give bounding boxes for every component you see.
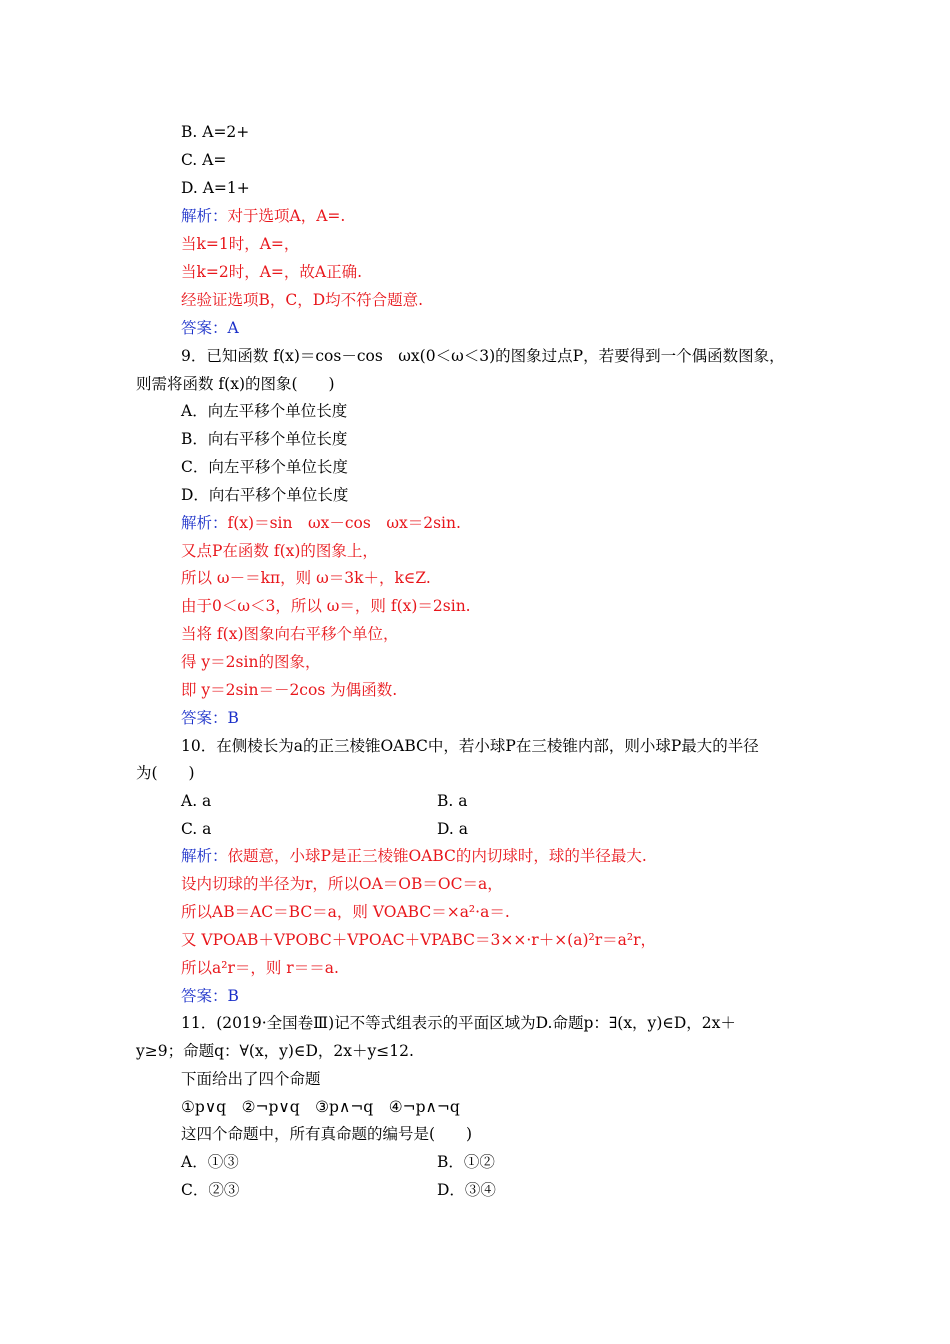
q10-option-d: D. a (437, 820, 468, 838)
q9-solution-line: 即 y＝2sin＝－2cos 为偶函数. (181, 681, 398, 699)
q9-solution-line: 得 y＝2sin的图象， (181, 653, 321, 671)
solution-text: 对于选项A，A=. (227, 207, 346, 225)
q9-option-d: D．向右平移个单位长度 (181, 486, 349, 504)
q11-stem: 11．(2019·全国卷Ⅲ)记不等式组表示的平面区域为D.命题p：∃(x，y)∈D，2x＋ (181, 1014, 736, 1032)
q10-solution-line: 所以a²r＝，则 r＝＝a. (181, 959, 339, 977)
q9-option-a: A．向左平移个单位长度 (181, 402, 348, 420)
q10-stem-continued: 为( ) (136, 764, 195, 782)
q10-answer: 答案：B (181, 987, 239, 1005)
q8-solution-line: 当k=2时，A=，故A正确. (181, 263, 363, 281)
q8-option-c: C. A= (181, 151, 227, 169)
q10-solution-line (181, 846, 647, 866)
solution-text: f(x)＝sin ωx－cos ωx＝2sin. (227, 514, 461, 532)
q8-answer: 答案：A (181, 319, 239, 337)
q9-solution-line: 当将 f(x)图象向右平移个单位， (181, 625, 399, 643)
q9-solution-line: 所以 ω－＝kπ，则 ω＝3k＋，k∈Z. (181, 569, 431, 587)
q9-solution-line: 又点P在函数 f(x)的图象上， (181, 542, 378, 560)
q9-stem-continued: 则需将函数 f(x)的图象( ) (136, 375, 335, 393)
q8-solution-line: 经验证选项B，C，D均不符合题意. (181, 291, 424, 309)
q9-answer: 答案：B (181, 709, 239, 727)
q11-intro: 下面给出了四个命题 (181, 1070, 321, 1088)
q11-option-b: B．①② (437, 1153, 495, 1171)
q9-option-b: B．向右平移个单位长度 (181, 430, 348, 448)
q8-solution-line: 当k=1时，A=， (181, 235, 300, 253)
q8-option-b: B. A=2+ (181, 123, 250, 141)
q10-option-c: C. a (181, 820, 212, 838)
q10-solution-line: 又 VPOAB＋VPOBC＋VPOAC＋VPABC＝3××·r＋×(a)²r＝a²r， (181, 931, 657, 949)
q11-option-c: C．②③ (181, 1181, 240, 1199)
solution-label: 解析： (181, 514, 228, 532)
q11-option-d: D．③④ (437, 1181, 496, 1199)
solution-label: 解析： (181, 847, 228, 865)
q9-stem: 9．已知函数 f(x)＝cos－cos ωx(0＜ω＜3)的图象过点P，若要得到一个偶函数图象， (181, 347, 785, 365)
q8-solution-line (181, 206, 345, 226)
q11-option-a: A．①③ (181, 1153, 239, 1171)
q10-solution-line: 设内切球的半径为r，所以OA＝OB＝OC＝a， (181, 875, 503, 893)
solution-text: 依题意，小球P是正三棱锥OABC的内切球时，球的半径最大. (227, 847, 647, 865)
q10-option-b: B. a (437, 792, 468, 810)
q9-solution-line (181, 513, 461, 533)
q10-stem: 10．在侧棱长为a的正三棱锥OABC中，若小球P在三棱锥内部，则小球P最大的半径 (181, 737, 759, 755)
q11-propositions: ①p∨q ②¬p∨q ③p∧¬q ④¬p∧¬q (181, 1098, 460, 1116)
solution-label: 解析： (181, 207, 228, 225)
q10-solution-line: 所以AB＝AC＝BC＝a，则 VOABC＝×a²·a＝. (181, 903, 510, 921)
q9-solution-line: 由于0＜ω＜3，所以 ω＝，则 f(x)＝2sin. (181, 597, 471, 615)
q11-question: 这四个命题中，所有真命题的编号是( ) (181, 1125, 473, 1143)
q11-stem-continued: y≥9；命题q：∀(x，y)∈D，2x＋y≤12. (136, 1042, 414, 1060)
q10-option-a: A. a (181, 792, 212, 810)
q9-option-c: C．向左平移个单位长度 (181, 458, 348, 476)
q8-option-d: D. A=1+ (181, 179, 250, 197)
